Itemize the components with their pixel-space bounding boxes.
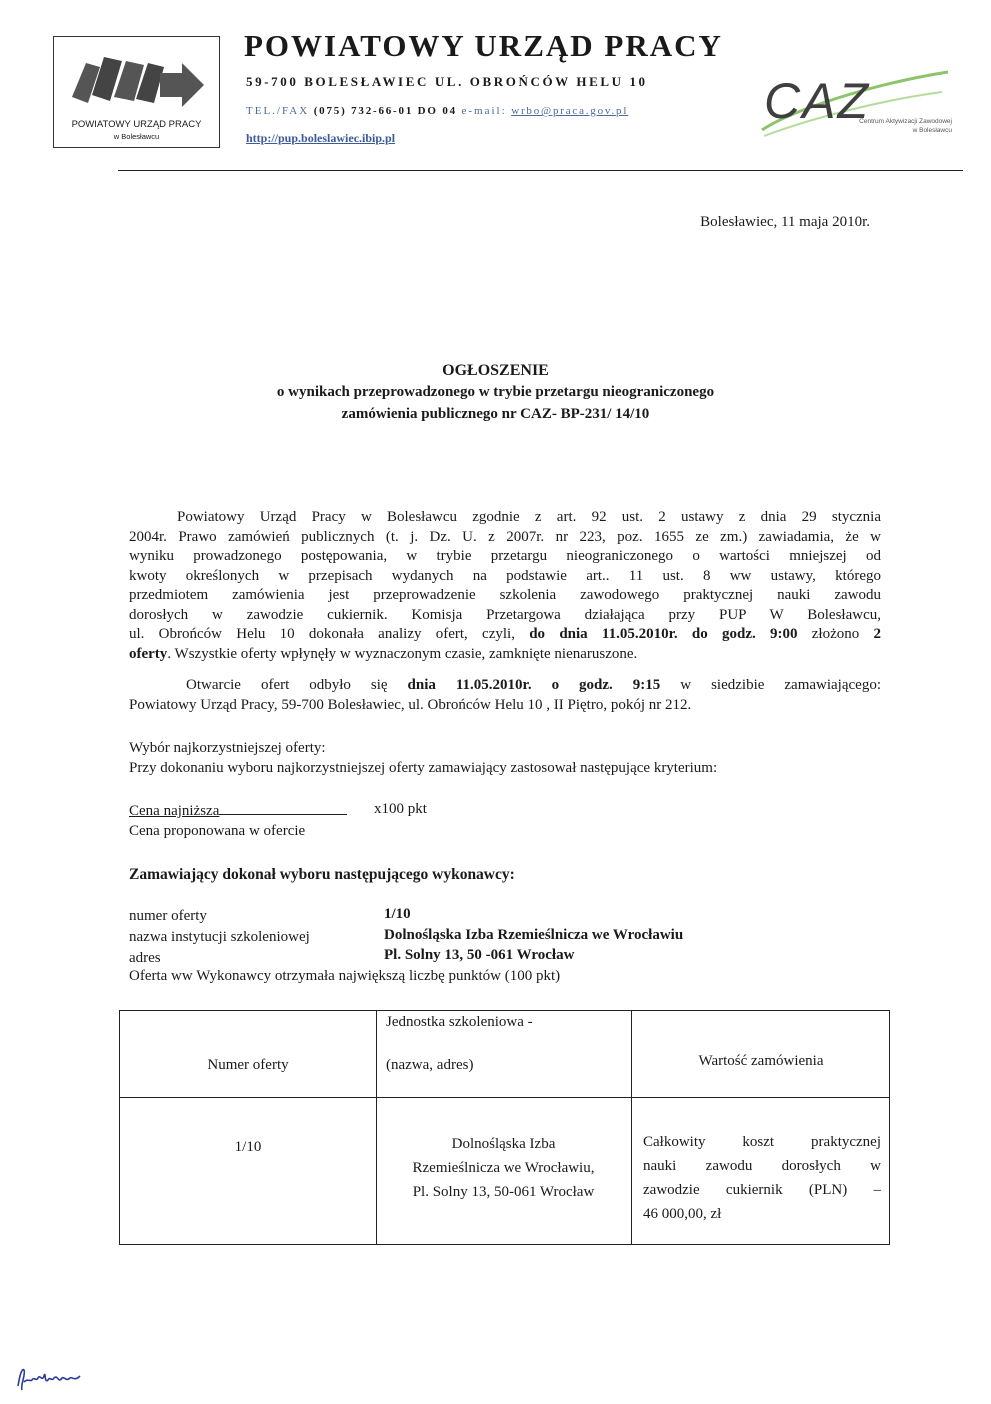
document-subtitle-1: o wynikach przeprowadzonego w trybie przetargu nieograniczonego xyxy=(276,384,715,400)
paragraph-line xyxy=(129,676,881,696)
website-link[interactable]: http://pup.boleslawiec.ibip.pl xyxy=(246,131,396,145)
formula-multiplier: x100 pkt xyxy=(374,801,427,817)
table-cell-unit-line: Pl. Solny 13, 50-061 Wrocław xyxy=(412,1184,595,1200)
winner-note: Oferta ww Wykonawcy otrzymała największą liczbę punktów (100 pkt) xyxy=(129,968,561,984)
address-label: adres xyxy=(129,950,161,966)
paragraph-line: kwoty określonych w przepisach wydanych na podstawie art.. 11 ust. 8 ww ustawy, którego xyxy=(129,567,881,584)
table-cell-number: 1/10 xyxy=(234,1139,262,1155)
fraction-line xyxy=(219,814,347,815)
table-header-unit-line2: (nazwa, adres) xyxy=(386,1057,474,1073)
table-divider xyxy=(120,1097,889,1098)
institution-label: nazwa instytucji szkoleniowej xyxy=(129,929,310,945)
table-cell-value-line: zawodzie cukiernik (PLN) – xyxy=(643,1182,881,1198)
paragraph-line: wyniku prowadzonego postępowania, w trybie przetargu nieograniczonego o wartości mniejszej od xyxy=(129,548,881,564)
header-divider xyxy=(118,170,963,171)
formula-numerator-text: Cena najniższa xyxy=(129,803,220,819)
caz-caption xyxy=(812,118,952,135)
pup-logo-graphic xyxy=(64,49,211,119)
selection-heading: Wybór najkorzystniejszej oferty: xyxy=(129,740,326,756)
text-fragment: ul. Obrońców Helu 10 dokonała analizy ofert, czyli, xyxy=(129,626,515,642)
table-header-number: Numer oferty xyxy=(207,1057,289,1073)
signature xyxy=(14,1364,86,1394)
table-header-unit-line1: Jednostka szkoleniowa - xyxy=(386,1014,533,1030)
pup-logo xyxy=(53,36,220,148)
address-value: Pl. Solny 13, 50 -061 Wrocław xyxy=(384,947,575,963)
offer-number-label: numer oferty xyxy=(129,908,207,924)
institution-value: Dolnośląska Izba Rzemieślnicza we Wrocławiu xyxy=(384,927,684,943)
office-address: 59-700 BOLESŁAWIEC UL. OBROŃCÓW HELU 10 xyxy=(246,74,648,89)
text-fragment: oferty xyxy=(129,645,168,662)
office-name: POWIATOWY URZĄD PRACY xyxy=(244,28,723,63)
text-fragment: Otwarcie ofert odbyło się xyxy=(186,677,388,693)
table-divider xyxy=(631,1011,632,1244)
caz-caption-line2: w Bolesławcu xyxy=(912,126,952,134)
logo-caption: POWIATOWY URZĄD PRACY xyxy=(71,119,202,130)
offer-number-value: 1/10 xyxy=(384,906,411,922)
offer-count: 2 xyxy=(873,626,882,642)
winner-heading: Zamawiający dokonał wyboru następującego wykonawcy: xyxy=(129,866,515,883)
paragraph-2 xyxy=(129,676,881,715)
results-table xyxy=(119,1010,890,1245)
office-contact xyxy=(246,105,628,117)
caz-caption-line1: Centrum Aktywizacji Zawodowej xyxy=(859,118,952,125)
deadline: do dnia 11.05.2010r. do godz. 9:00 xyxy=(529,626,798,642)
email-link[interactable]: wrbo@praca.gov.pl xyxy=(511,105,629,117)
table-header-value: Wartość zamówienia xyxy=(698,1053,824,1069)
table-cell-value-line: nauki zawodu dorosłych w xyxy=(643,1158,881,1174)
document-subtitle-2: zamówienia publicznego nr CAZ- BP-231/ 14/10 xyxy=(341,406,650,422)
selection-criterion: Przy dokonaniu wyboru najkorzystniejszej oferty zamawiający zastosował następujące kryterium: xyxy=(129,760,718,776)
formula-denominator: Cena proponowana w ofercie xyxy=(129,823,306,839)
paragraph-line xyxy=(129,645,881,665)
table-cell-value xyxy=(643,1130,881,1226)
logo-caption-sub: w Bolesławcu xyxy=(113,132,160,141)
paragraph-line xyxy=(129,625,881,645)
table-cell-value-line: 46 000,00, zł xyxy=(643,1206,722,1222)
table-cell-unit-line: Rzemieślnicza we Wrocławiu, xyxy=(412,1160,595,1176)
formula-numerator xyxy=(129,803,347,820)
paragraph-line: Powiatowy Urząd Pracy, 59-700 Bolesławiec, ul. Obrońców Helu 10 , II Piętro, pokój nr 212. xyxy=(129,696,692,713)
document-title: OGŁOSZENIE xyxy=(442,362,549,379)
table-cell-value-line: Całkowity koszt praktycznej xyxy=(643,1134,881,1150)
tel-value: (075) 732-66-01 DO 04 xyxy=(313,105,457,117)
paragraph-1 xyxy=(129,508,881,664)
text-fragment: w siedzibie zamawiającego: xyxy=(680,677,881,693)
paragraph-line: dorosłych w zawodzie cukiernik. Komisja Przetargowa działająca przy PUP W Bolesławcu, xyxy=(129,606,881,623)
document-date: Bolesławiec, 11 maja 2010r. xyxy=(700,214,870,230)
opening-time: dnia 11.05.2010r. o godz. 9:15 xyxy=(407,677,661,693)
table-cell-unit xyxy=(376,1132,631,1204)
table-divider xyxy=(376,1011,377,1244)
text-fragment: złożono xyxy=(811,626,860,642)
tel-label: TEL./FAX xyxy=(246,105,310,117)
email-label: e-mail: xyxy=(461,105,507,117)
paragraph-line: przedmiotem zamówienia jest przeprowadzenie szkolenia zawodowego praktycznej nauki zawodu xyxy=(129,587,881,603)
table-cell-unit-line: Dolnośląska Izba xyxy=(451,1136,556,1152)
text-fragment: . Wszystkie oferty wpłynęły w wyznaczonym czasie, zamknięte nienaruszone. xyxy=(167,645,638,662)
caz-logo-text: CAZ xyxy=(764,73,870,129)
paragraph-line: Powiatowy Urząd Pracy w Bolesławcu zgodnie z art. 92 ust. 2 ustawy z dnia 29 stycznia xyxy=(177,509,881,525)
paragraph-line: 2004r. Prawo zamówień publicznych (t. j. Dz. U. z 2007r. nr 223, poz. 1655 ze zm.) zawiadamia, że w xyxy=(129,528,881,545)
